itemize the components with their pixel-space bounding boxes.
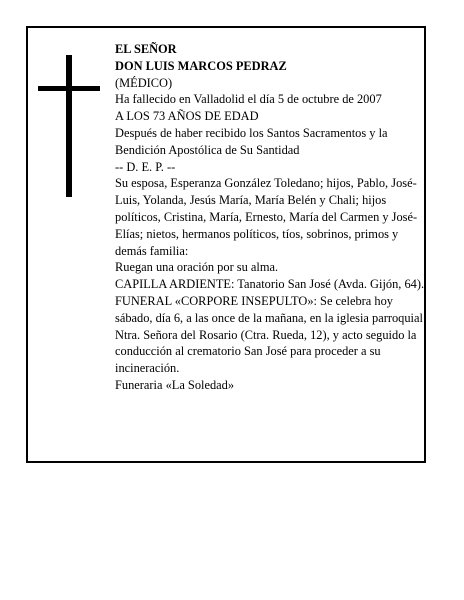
sacraments-statement: Después de haber recibido los Santos Sacramentos y la Bendición Apostólica de Su Santidad bbox=[115, 125, 388, 157]
obituary-notice bbox=[26, 26, 426, 463]
obituary-text bbox=[115, 41, 427, 394]
cross-horizontal-bar bbox=[38, 86, 100, 91]
prayer-request: Ruegan una oración por su alma. bbox=[115, 260, 279, 275]
funeral-info: FUNERAL «CORPORE INSEPULTO»: Se celebra hoy sábado, día 6, a las once de la mañana, en la iglesia parroquial Ntra. Señora del Rosario (Ctra. Rueda, 12), y acto seguido la conducción al crematorio San José para proceder a su incineración. bbox=[115, 293, 423, 376]
rip-line: -- D. E. P. -- bbox=[115, 159, 176, 174]
funeral-home: Funeraria «La Soledad» bbox=[115, 377, 235, 392]
heading-title: EL SEÑOR bbox=[115, 42, 177, 56]
chapel-info: CAPILLA ARDIENTE: Tanatorio San José (Avda. Gijón, 64). bbox=[115, 277, 425, 292]
age-statement: A LOS 73 AÑOS DE EDAD bbox=[115, 109, 259, 124]
family-paragraph: Su esposa, Esperanza González Toledano; hijos, Pablo, José-Luis, Yolanda, Jesús María, María Belén y Chali; hijos políticos, Cristina, María, Ernesto, María del Carmen y José-Elías; nietos, hermanos políticos, tíos, sobrinos, primos y demás familia: bbox=[115, 176, 418, 258]
cross-vertical-bar bbox=[66, 55, 72, 197]
deceased-name: DON LUIS MARCOS PEDRAZ bbox=[115, 58, 287, 73]
death-statement: Ha fallecido en Valladolid el día 5 de octubre de 2007 bbox=[115, 92, 382, 107]
profession: (MÉDICO) bbox=[115, 75, 173, 90]
